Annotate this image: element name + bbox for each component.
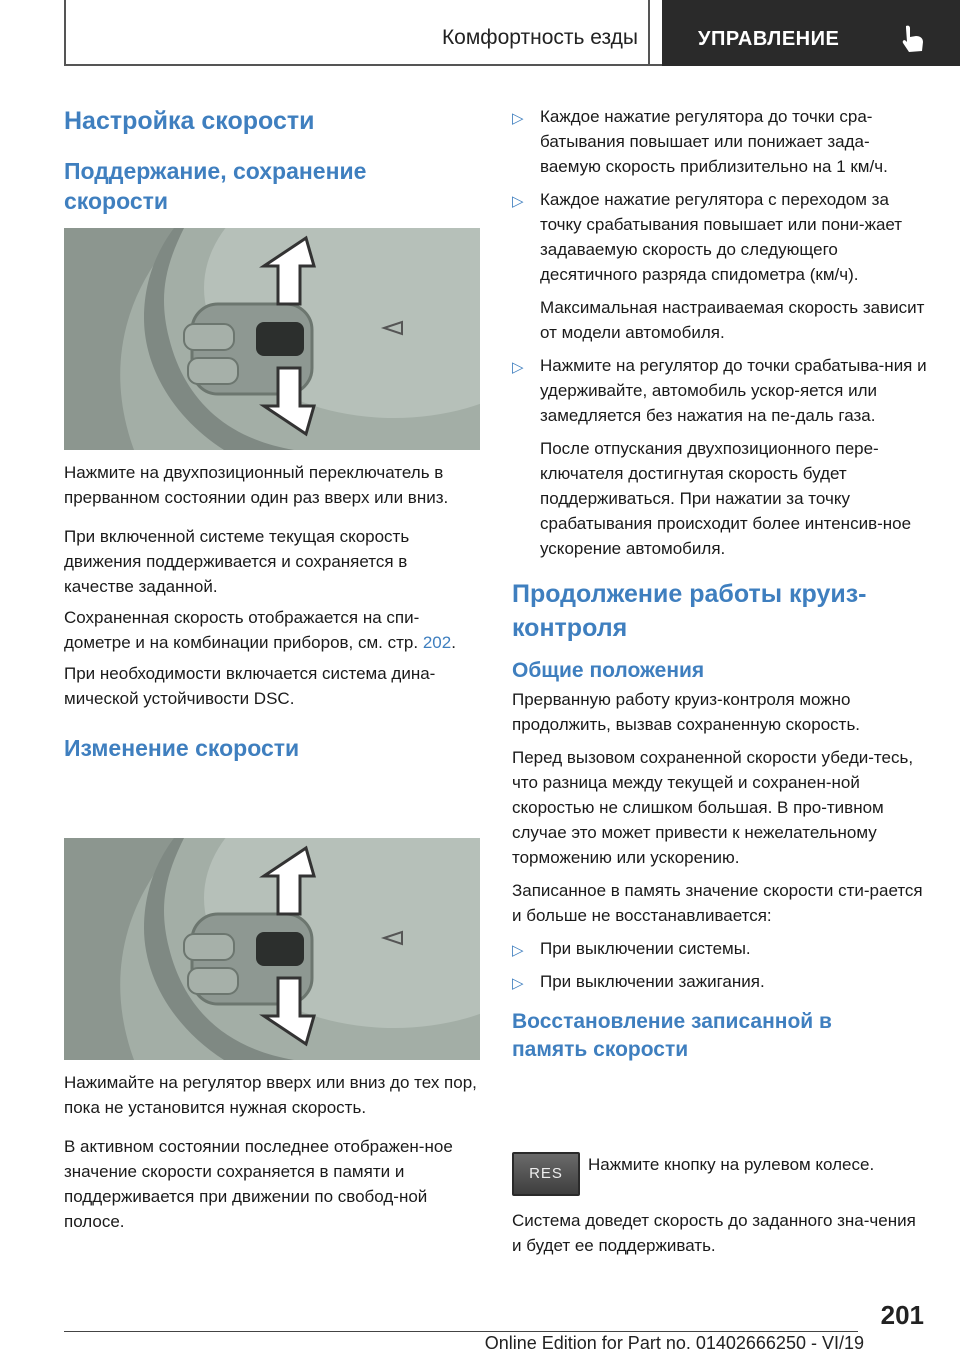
paragraph: В активном состоянии последнее отображен-ное значение скорости сохраняется в памяти и поддерживается при движении по свобод-ной полосе.	[64, 1137, 453, 1231]
triangle-bullet-icon: ▷	[512, 110, 524, 127]
section-title: Комфортность езды	[441, 26, 638, 49]
res-button-icon: RES	[512, 1152, 580, 1196]
footer-rule	[64, 1331, 858, 1332]
right-column	[512, 104, 928, 1064]
paragraph-text: Сохраненная скорость отображается на спи-дометре и на комбинации приборов, см. стр.	[64, 608, 420, 652]
hand-pointer-icon	[900, 24, 926, 54]
header-rule	[64, 64, 662, 66]
list-item-text: При выключении системы.	[540, 939, 751, 958]
left-column-footer	[64, 1070, 480, 1234]
triangle-bullet-icon: ▷	[512, 193, 524, 210]
left-column	[64, 104, 480, 216]
list-item	[512, 104, 928, 179]
list-item	[512, 187, 928, 345]
triangle-bullet-icon: ▷	[512, 942, 524, 959]
heading-restore-speed: Восстановление записанной в память скорости	[512, 1010, 832, 1061]
heading-speed-setting: Настройка скорости	[64, 107, 315, 135]
header-divider	[648, 0, 650, 66]
edition-text: Online Edition for Part no. 01402666250 - VI/19	[484, 1333, 864, 1353]
list-item	[512, 936, 928, 961]
paragraph: При включенной системе текущая скорость движения поддерживается и сохраняется в качестве заданной.	[64, 527, 410, 596]
paragraph-text: .	[451, 633, 456, 652]
steering-wheel-figure	[64, 228, 480, 450]
page-number: 201	[880, 1300, 924, 1330]
list-item	[512, 353, 928, 561]
list-item-text: При выключении зажигания.	[540, 972, 765, 991]
paragraph: Система доведет скорость до заданного зна-чения и будет ее поддерживать.	[512, 1211, 916, 1255]
heading-change-speed: Изменение скорости	[64, 735, 300, 761]
heading-maintain-speed: Поддержание, сохранение скорости	[64, 158, 367, 214]
list-item-text: Каждое нажатие регулятора с переходом за точку срабатывания повышает или пони-жает задаваемую скорость до следующего десятичного разряда спидометра (км/ч).	[540, 190, 903, 284]
heading-general: Общие положения	[512, 659, 705, 682]
paragraph	[64, 605, 480, 655]
triangle-bullet-icon: ▷	[512, 359, 524, 376]
steering-wheel-illustration	[64, 838, 480, 1060]
list-item-text: Каждое нажатие регулятора до точки сра-батывания повышает или понижает зада-ваемую скорость приблизительно на 1 км/ч.	[540, 107, 888, 176]
page-header	[64, 0, 960, 66]
paragraph: Записанное в память значение скорости сти-рается и больше не восстанавливается:	[512, 881, 923, 925]
chapter-tab	[662, 0, 960, 66]
paragraph: Нажмите кнопку на рулевом колесе.	[588, 1155, 875, 1174]
heading-resume-cruise: Продолжение работы круиз-контроля	[512, 580, 867, 642]
paragraph: Перед вызовом сохраненной скорости убеди-тесь, что разница между текущей и сохранен-ной скоростью не слишком большая. В про-тивном случае это может привести к нежелательному торможению или ускорению.	[512, 748, 914, 867]
list-item-text: Нажмите на регулятор до точки срабатыва-ния и удерживайте, автомобиль ускор-яется или замедляется без нажатия на пе-даль газа.	[540, 356, 927, 425]
paragraph: Прерванную работу круиз-контроля можно продолжить, вызвав сохраненную скорость.	[512, 690, 861, 734]
triangle-bullet-icon: ▷	[512, 975, 524, 992]
list-item-note: Максимальная настраиваемая скорость зависит от модели автомобиля.	[540, 298, 925, 342]
left-column-body	[64, 460, 480, 763]
list-item-note: После отпускания двухпозиционного пере-ключателя достигнутая скорость будет поддерживаться. При нажатии за точку срабатывания происходит более интенсив-ное ускорение автомобиля.	[540, 439, 912, 558]
paragraph: Нажимайте на регулятор вверх или вниз до тех пор, пока не установится нужная скорость.	[64, 1073, 477, 1117]
list-item	[512, 969, 928, 994]
page-link[interactable]: 202	[422, 633, 452, 652]
chapter-title: УПРАВЛЕНИЕ	[698, 28, 840, 50]
steering-wheel-illustration	[64, 228, 480, 450]
paragraph: При необходимости включается система дина-мической устойчивости DSC.	[64, 664, 436, 708]
paragraph: Нажмите на двухпозиционный переключатель в прерванном состоянии один раз вверх или вниз.	[64, 463, 449, 507]
steering-wheel-figure	[64, 838, 480, 1060]
